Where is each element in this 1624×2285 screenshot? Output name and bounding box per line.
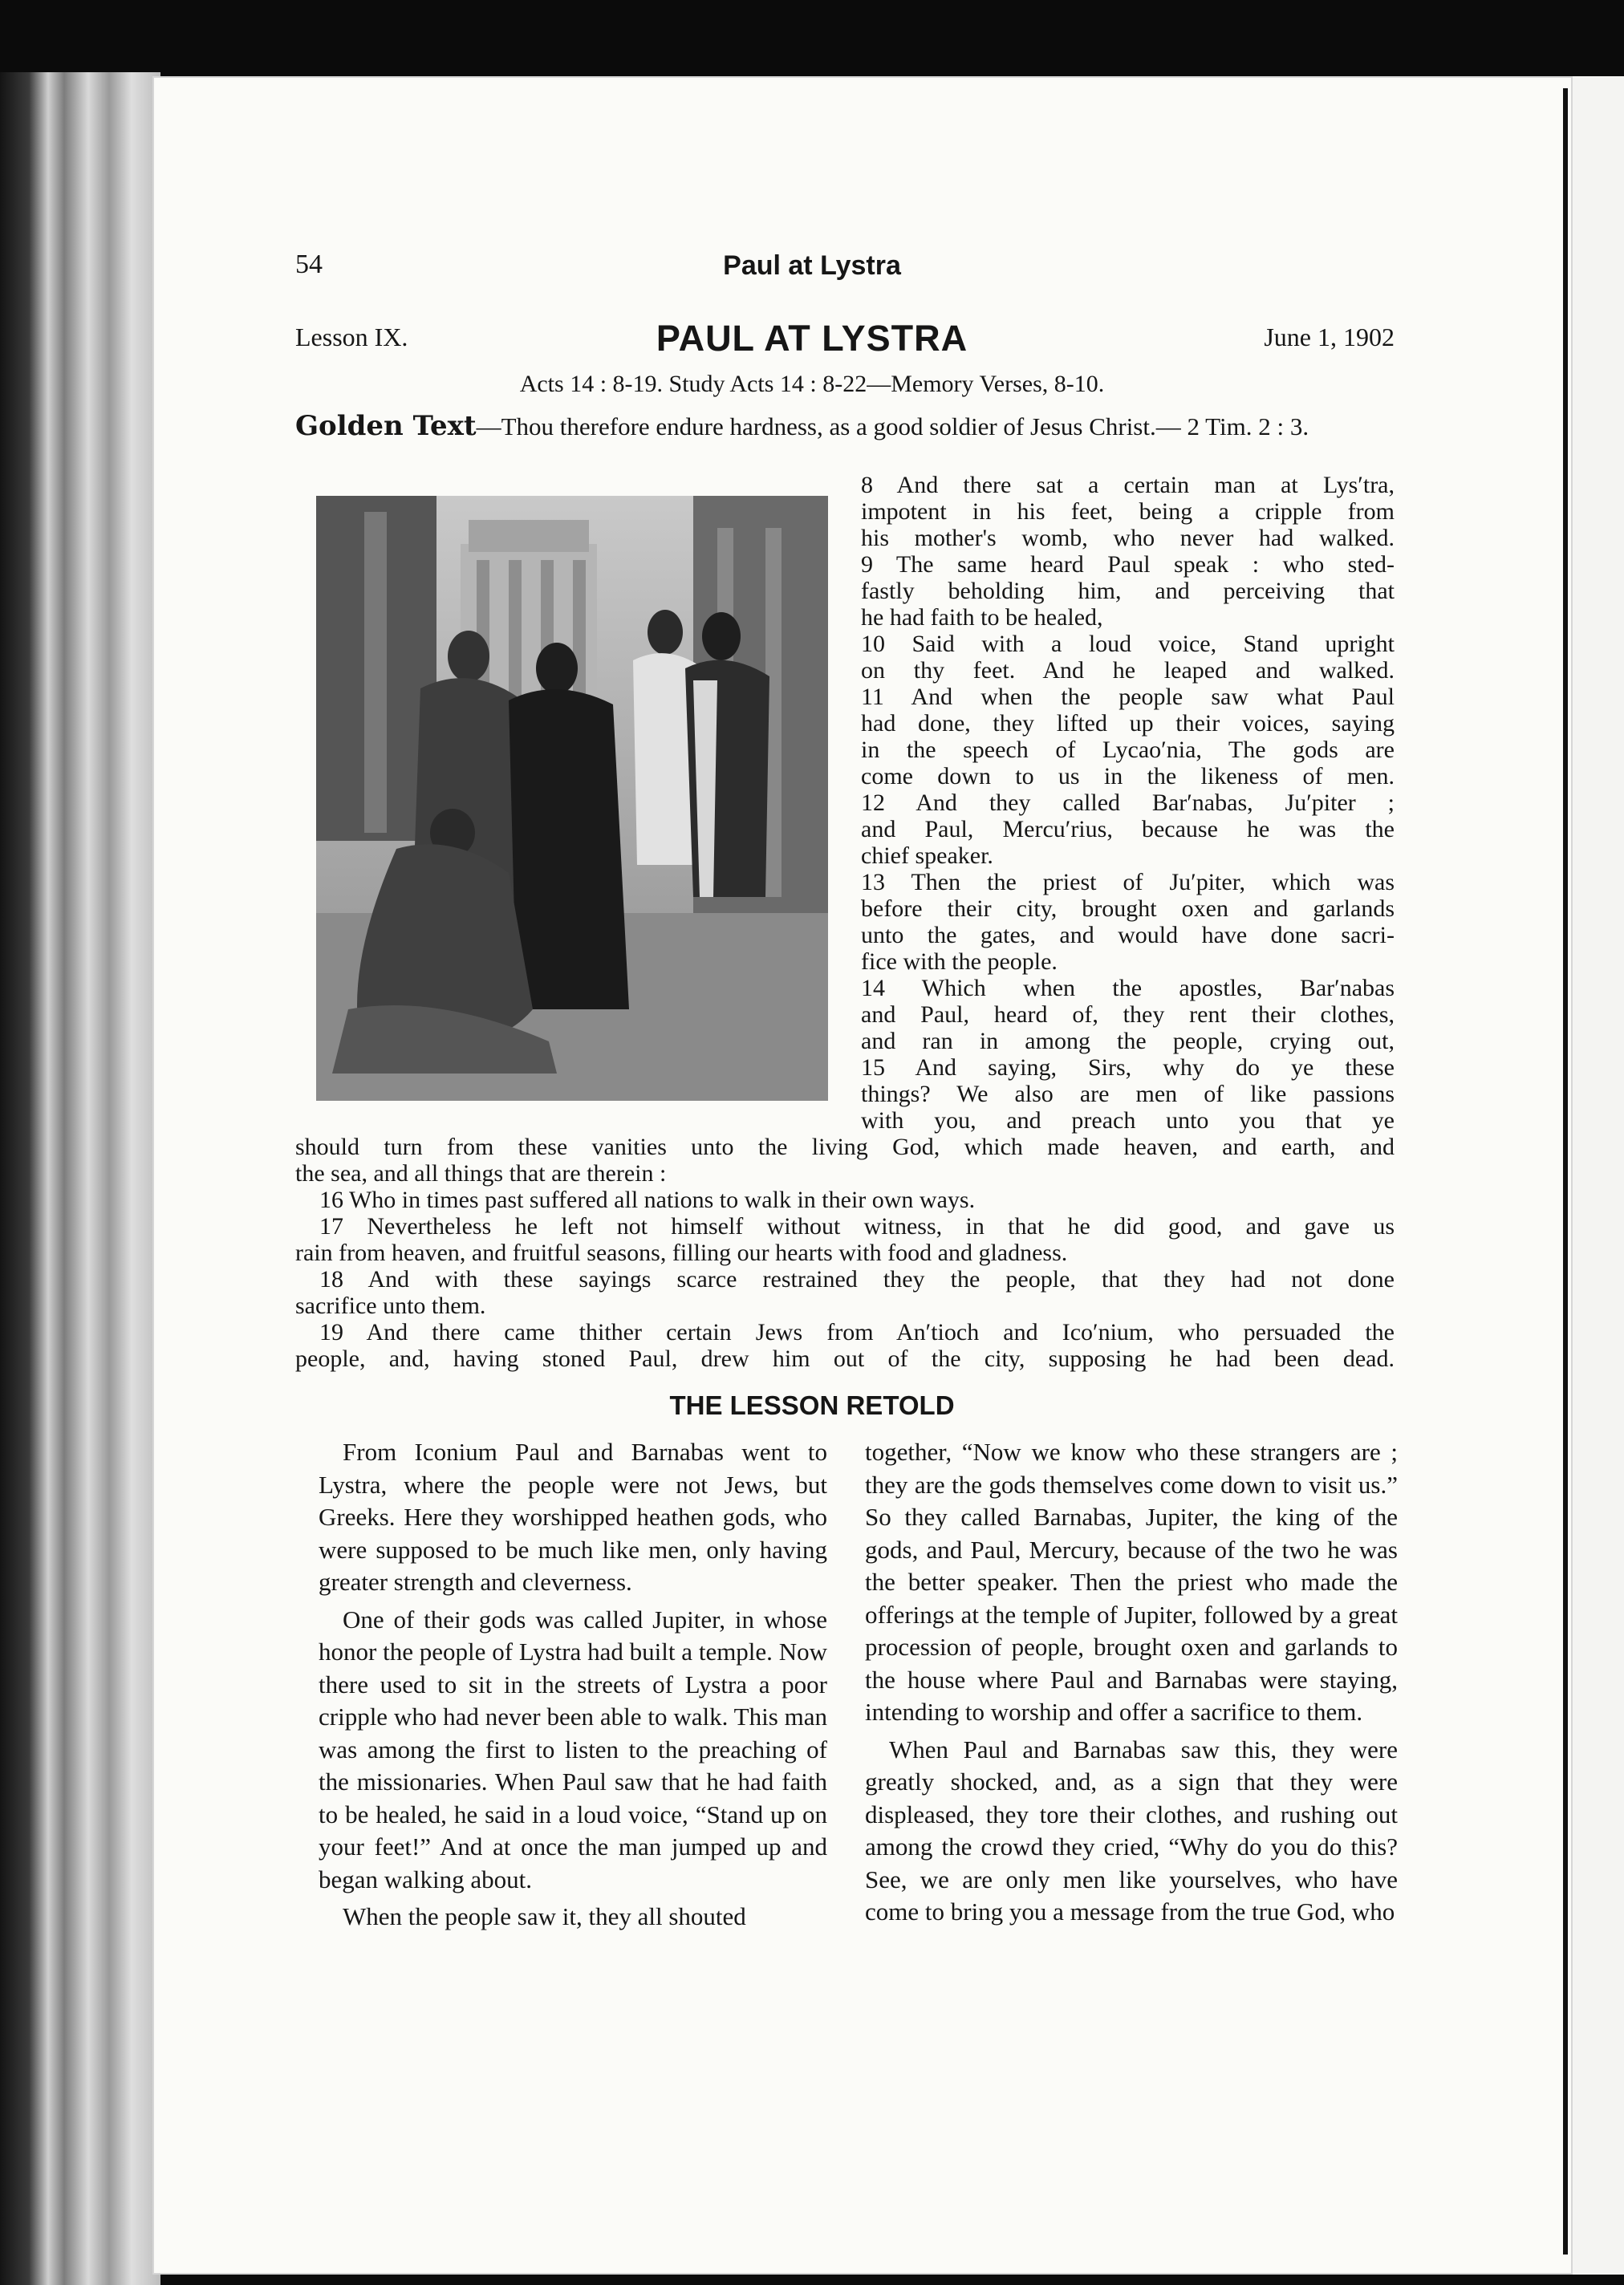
scripture-line: had done, they lifted up their voices, saying	[861, 710, 1395, 737]
scripture-line: 16 Who in times past suffered all nations to walk in their own ways.	[319, 1187, 976, 1213]
scripture-line: 11 And when the people saw what Paul	[861, 684, 1395, 710]
scripture-line: 8 And there sat a certain man at Lys′tra,	[861, 472, 1395, 498]
scripture-line: 9 The same heard Paul speak : who sted-	[861, 551, 1395, 578]
golden-text	[295, 410, 1395, 442]
scripture-line: 18 And with these sayings scarce restrained they the people, that they had not done	[319, 1266, 1395, 1293]
retold-paragraph: together, “Now we know who these strangers are ; they are the gods themselves come down to visit us.” So they called Barnabas, Jupiter, the king of the gods, and Paul, Mercury, because of the two he was the better speaker. Then the priest who made the offerings at the temple of Jupiter, followed by a great procession of people, brought oxen and garlands to the house where Paul and Barnabas were staying, intending to worship and offer a sacrifice to them.	[865, 1438, 1398, 1726]
scripture-line: his mother's womb, who never had walked.	[861, 525, 1395, 551]
scripture-line: and ran in among the people, crying out,	[861, 1028, 1395, 1054]
page-gutter-shadow	[1563, 88, 1568, 2255]
retold-paragraph: One of their gods was called Jupiter, in whose honor the people of Lystra had built a temple. Now there used to sit in the streets of Lystra a poor cripple who had never been able to walk. This man was among the first to listen to the preaching of the missionaries. When Paul saw that he had faith to be healed, he said in a loud voice, “Stand up on your feet!” And at once the man jumped up and began walking about.	[319, 1605, 827, 1893]
scripture-line: should turn from these vanities unto the living God, which made heaven, and earth, and	[295, 1134, 1395, 1160]
scripture-line: unto the gates, and would have done sacri-	[861, 922, 1395, 948]
illustration-drawing	[316, 496, 828, 1101]
scripture-references: Acts 14 : 8-19. Study Acts 14 : 8-22—Memory Verses, 8-10.	[519, 371, 1105, 397]
lesson-title: PAUL AT LYSTRA	[656, 318, 968, 359]
scripture-line: the sea, and all things that are therein :	[295, 1160, 667, 1187]
scripture-line: he had faith to be healed,	[861, 604, 1103, 631]
scripture-line: 12 And they called Bar′nabas, Ju′piter ;	[861, 789, 1395, 816]
scripture-line: on thy feet. And he leaped and walked.	[861, 657, 1395, 684]
scripture-line: come down to us in the likeness of men.	[861, 763, 1395, 789]
scripture-line: before their city, brought oxen and garlands	[861, 895, 1395, 922]
retold-right-column	[865, 1436, 1398, 1929]
retold-paragraph: When Paul and Barnabas saw this, they were greatly shocked, and, as a sign that they were displeased, they tore their clothes, and rushing out among the crowd they cried, “Why do you do this? See, we are only men like yourselves, who have come to bring you a message from the true God, who	[865, 1735, 1398, 1926]
scripture-line: sacrifice unto them.	[295, 1293, 486, 1319]
scripture-line: and Paul, heard of, they rent their clothes,	[861, 1001, 1395, 1028]
scripture-line: fastly beholding him, and perceiving that	[861, 578, 1395, 604]
golden-text-body: —Thou therefore endure hardness, as a good soldier of Jesus Christ.— 2 Tim. 2 : 3.	[476, 412, 1309, 440]
running-title: Paul at Lystra	[723, 250, 901, 281]
scripture-line: impotent in his feet, being a cripple from	[861, 498, 1395, 525]
scripture-line: in the speech of Lycao′nia, The gods are	[861, 737, 1395, 763]
scripture-line: 15 And saying, Sirs, why do ye these	[861, 1054, 1395, 1081]
next-page-strip	[1573, 76, 1624, 2275]
scripture-line: and Paul, Mercu′rius, because he was the	[861, 816, 1395, 842]
scripture-line: fice with the people.	[861, 948, 1058, 975]
scripture-line: people, and, having stoned Paul, drew him out of the city, supposing he had been dead.	[295, 1345, 1395, 1372]
scripture-line: 14 Which when the apostles, Bar′nabas	[861, 975, 1395, 1001]
lesson-date: June 1, 1902	[1264, 323, 1395, 351]
scripture-line: 13 Then the priest of Ju′piter, which was	[861, 869, 1395, 895]
scripture-line: things? We also are men of like passions	[861, 1081, 1395, 1107]
book-page-edges	[0, 72, 160, 2285]
lesson-number: Lesson IX.	[295, 323, 408, 351]
page-number: 54	[295, 250, 323, 279]
section-heading: THE LESSON RETOLD	[669, 1390, 955, 1420]
scripture-line: rain from heaven, and fruitful seasons, filling our hearts with food and gladness.	[295, 1240, 1068, 1266]
illustration-paul-healing-cripple	[316, 496, 828, 1101]
retold-paragraph: From Iconium Paul and Barnabas went to Lystra, where the people were not Jews, but Greeks. Here they worshipped heathen gods, who were supposed to be much like men, only having greater strength and cleverness.	[319, 1438, 827, 1596]
scripture-line: chief speaker.	[861, 842, 993, 869]
scripture-line: 19 And there came thither certain Jews from An′tioch and Ico′nium, who persuaded the	[319, 1319, 1395, 1345]
retold-left-column	[319, 1436, 827, 1934]
scripture-line: 17 Nevertheless he left not himself without witness, in that he did good, and gave us	[319, 1213, 1395, 1240]
scripture-line: with you, and preach unto you that ye	[861, 1107, 1395, 1134]
scripture-line: 10 Said with a loud voice, Stand upright	[861, 631, 1395, 657]
retold-paragraph: When the people saw it, they all shouted	[343, 1902, 746, 1930]
golden-text-label: Golden Text	[295, 410, 477, 442]
